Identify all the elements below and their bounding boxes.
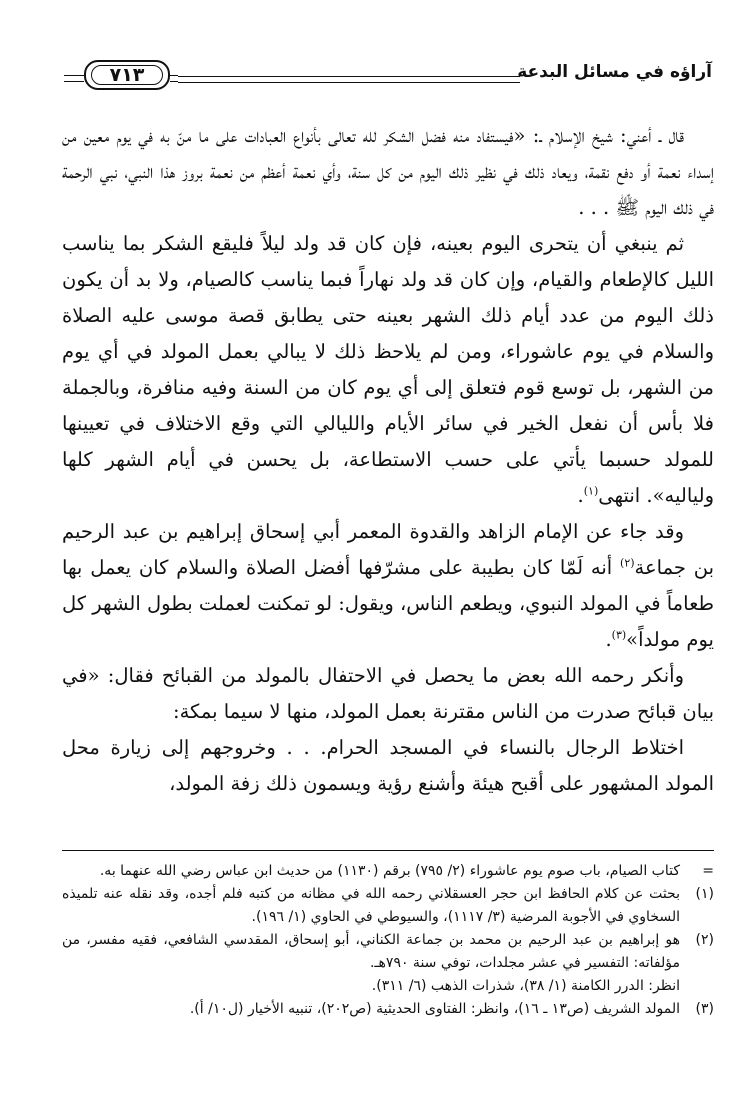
paragraph-3 <box>62 514 714 658</box>
footnote-ref-3: (٣) <box>611 628 627 642</box>
page-number: ٧١٣ <box>109 64 145 86</box>
main-text <box>62 118 714 802</box>
footnote-text: هو إبراهيم بن عبد الرحيم بن محمد بن جماعة الكناني، أبو إسحاق، المقدسي الشافعي، فقيه مفسر، من مؤلفاته: التفسير في عشر مجلدات، توفي سنة ٧٩٠هـ. <box>62 932 680 971</box>
paragraph-1: قال ـ أعني: شيخ الإسلام ـ: «فيستفاد منه فضل الشكر لله تعالى بأنواع العبادات على ما منّ به في يوم معين من إسداء نعمة أو دفع نقمة، ويعاد ذلك في نظير ذلك اليوم من كل سنة، وأي نعمة أعظم من نعمة بروز هذا النبي، نبي الرحمة في ذلك اليوم ﷺ . . . <box>62 124 714 219</box>
footnote-1 <box>62 883 714 929</box>
badge-ornament-right <box>170 75 178 82</box>
footnote-text: بحثت عن كلام الحافظ ابن حجر العسقلاني رحمه الله في مظانه من كتبه فلم أجده، وقد نقله عنه تلميذه السخاوي في الأجوبة المرضية (٣/ ١١١٧)، والسيوطي في الحاوي (١/ ١٩٦). <box>62 886 680 925</box>
paragraph-4: وأنكر رحمه الله بعض ما يحصل في الاحتفال بالمولد من القبائح فقال: «في بيان قبائح صدرت من الناس مقترنة بعمل المولد، منها لا سيما بمكة: <box>62 664 714 723</box>
header-rule <box>178 76 520 83</box>
footnote-mark: (٢) <box>695 932 714 948</box>
footnote-text: المولد الشريف (ص١٣ ـ ١٦)، وانظر: الفتاوى الحديثية (ص٢٠٢)، تنبيه الأخيار (ل١٠/ أ). <box>189 1001 680 1017</box>
footnotes <box>62 860 714 1021</box>
paragraph-2 <box>62 226 714 514</box>
footnote-2-sources: انظر: الدرر الكامنة (١/ ٣٨)، شذرات الذهب (٦/ ٣١١). <box>371 978 680 994</box>
footnote-ref-1: (١) <box>583 484 599 498</box>
paragraph-2-end: . <box>577 484 584 507</box>
footnote-2 <box>62 929 714 975</box>
footnote-mark: (٣) <box>695 1001 714 1017</box>
paragraph-3-end: . <box>605 628 612 651</box>
badge-ornament-left <box>64 75 84 82</box>
footnote-ref-2: (٢) <box>620 556 635 570</box>
paragraph-2-text: ثم ينبغي أن يتحرى اليوم بعينه، فإن كان قد ولد ليلاً فليقع الشكر بما يناسب الليل كالإطعام والقيام، وإن كان قد ولد نهاراً فبما يناسب كالصيام، ولا بد أن يكون ذلك اليوم من عدد أيام ذلك الشهر بعينه حتى يطابق قصة موسى عليه الصلاة والسلام في يوم عاشوراء، ومن لم يلاحظ ذلك لا يبالي بعمل المولد في أي يوم من الشهر، بل توسع قوم فتعلق إلى أي يوم كان من السنة وفيه منافرة، وبالجملة فلا بأس أن نفعل الخير في سائر الأيام والليالي التي وقع الاختلاف في تعيينها للمولد حسبما يأتي على حسب الاستطاعة، بل يحسن في أيام الشهر كلها ولياليه». انتهى <box>62 232 714 507</box>
footnote-text: كتاب الصيام، باب صوم يوم عاشوراء (٢/ ٧٩٥) برقم (١١٣٠) من حديث ابن عباس رضي الله عنهما به. <box>99 863 680 879</box>
running-header <box>60 52 712 98</box>
footnote-mark: (١) <box>695 886 714 902</box>
paragraph-3-text-a: وقد جاء عن الإمام الزاهد والقدوة المعمر أبي إسحاق إبراهيم بن عبد الرحيم بن جماعة <box>62 520 714 579</box>
paragraph-3-text-b: أنه لَمّا كان بطيبة على مشرّفها أفضل الصلاة والسلام كان يعمل بها طعاماً في المولد النبوي، ويطعم الناس، ويقول: لو تمكنت لعملت بطول الشهر كل يوم مولداً» <box>62 556 714 651</box>
footnote-separator <box>62 850 714 851</box>
footnote-mark: = <box>702 863 714 879</box>
footnote-3 <box>62 998 714 1021</box>
footnote-continued <box>62 860 714 883</box>
paragraph-5: اختلاط الرجال بالنساء في المسجد الحرام. . . وخروجهم إلى زيارة محل المولد المشهور على أقبح هيئة وأشنع رؤية ويسمون ذلك زفة المولد، <box>62 736 714 795</box>
page-number-badge <box>84 60 170 90</box>
running-title: آراؤه في مسائل البدعة <box>517 62 712 82</box>
